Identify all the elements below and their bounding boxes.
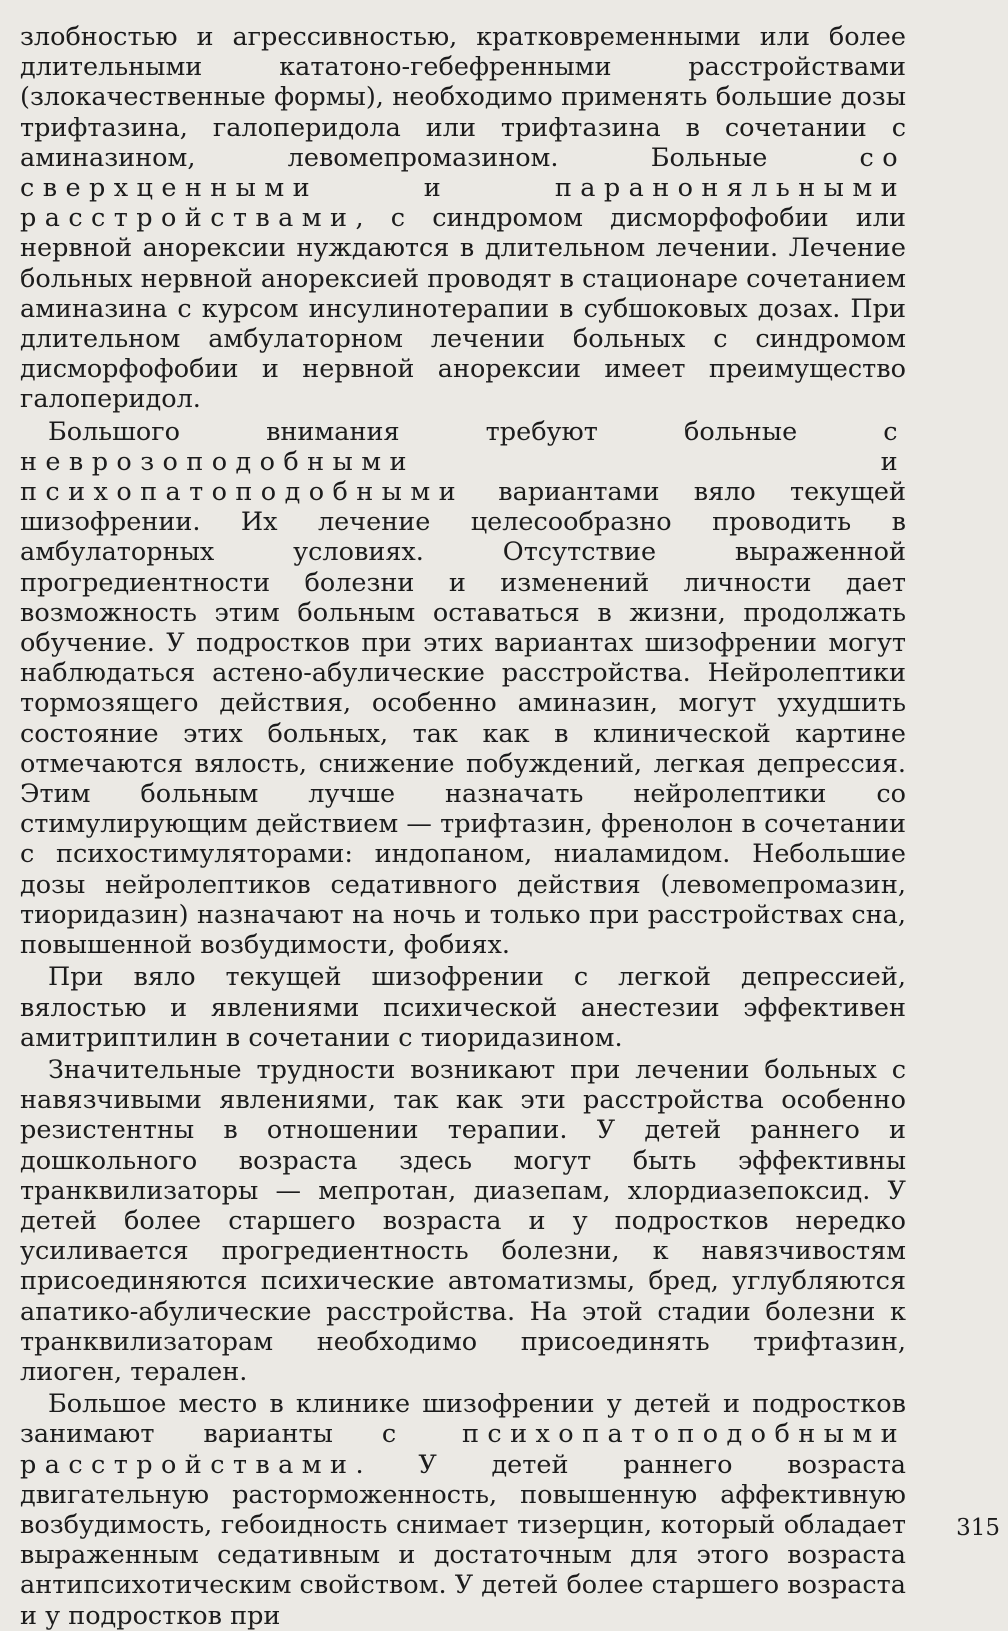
text-segment: Большое место в клинике шизофрении у детей и подростков занимают варианты [20,1389,906,1450]
text-segment: вариантами вяло текущей шизофрении. Их лечение целесообразно проводить в амбулаторных условиях. Отсутствие выраженной прогредиентности болезни и изменений личности дает возможность этим больным оставаться в жизни, продолжать обучение. У подростков при этих вариантах шизофрении могут наблюдаться астено-абулические расстройства. Нейролептики тормозящего действия, особенно аминазин, могут ухудшить состояние этих больных, так как в клинической картине отмечаются вялость, снижение побуждений, легкая депрессия. Этим больным лучше назначать нейролептики со стимулирующим действием — трифтазин, френолон в сочетании с психостимуляторами: индопаном, ниаламидом. Небольшие дозы нейролептиков седативного действия (левомепромазин, тиоридазин) назначают на ночь и только при расстройствах сна, повышенной возбудимости, фобиях. [20,477,906,961]
text-segment: , с синдромом дисморфофобии или нервной анорексии нуждаются в длительном лечении. Лечение больных нервной анорексией проводят в стационаре сочетанием аминазина с курсом инсулинотерапии в субшоковых дозах. При длительном амбулаторном лечении больных с синдромом дисморфофобии и нервной анорексии имеет преимущество галоперидол. [20,203,906,415]
text-segment: Значительные трудности возникают при лечении больных с навязчивыми явлениями, так как эти расстройства особенно резистентны в отношении терапии. У детей раннего и дошкольного возраста здесь могут быть эффективны транквилизаторы — мепротан, диазепам, хлордиазепоксид. У детей более старшего возраста и у подростков нередко усиливается прогредиентность болезни, к навязчивостям присоединяются психические автоматизмы, бред, углубляются апатико-абулические расстройства. На этой стадии болезни к транквилизаторам необходимо присоединять трифтазин, лиоген, терален. [20,1054,906,1387]
paragraph-3 [20,962,906,1053]
paragraph-5 [20,1389,906,1631]
paragraph-2 [20,417,906,961]
book-page [20,22,906,1631]
text-segment: При вяло текущей шизофрении с легкой депрессией, вялостью и явлениями психической анестезии эффективен амитриптилин в сочетании с тиоридазином. [20,962,906,1053]
spaced-emphasis: с психопатоподобными расстройствами [20,1419,906,1480]
spaced-emphasis: с неврозоподобными и психопатоподобными [20,416,906,508]
body-text [20,22,906,1631]
spaced-emphasis: со сверхценными и параноняльными расстройствами [20,142,906,234]
text-segment: Большого внимания требуют больные [48,416,884,447]
paragraph-4 [20,1055,906,1387]
paragraph-1 [20,22,906,415]
page-number: 315 [956,1515,1000,1541]
text-segment: злобностью и агрессивностью, кратковременными или более длительными кататоно-гебефренными расстройствами (злокачественные формы), необходимо применять большие дозы трифтазина, галоперидола или трифтазина в сочетании с аминазином, левомепромазином. Больные [20,22,906,173]
text-segment: . У детей раннего возраста двигательную расторможенность, повышенную аффективную возбудимость, гебоидность снимает тизерцин, который обладает выраженным седативным и достаточным для этого возраста антипсихотическим свойством. У детей более старшего возраста и у подростков при [20,1449,906,1631]
